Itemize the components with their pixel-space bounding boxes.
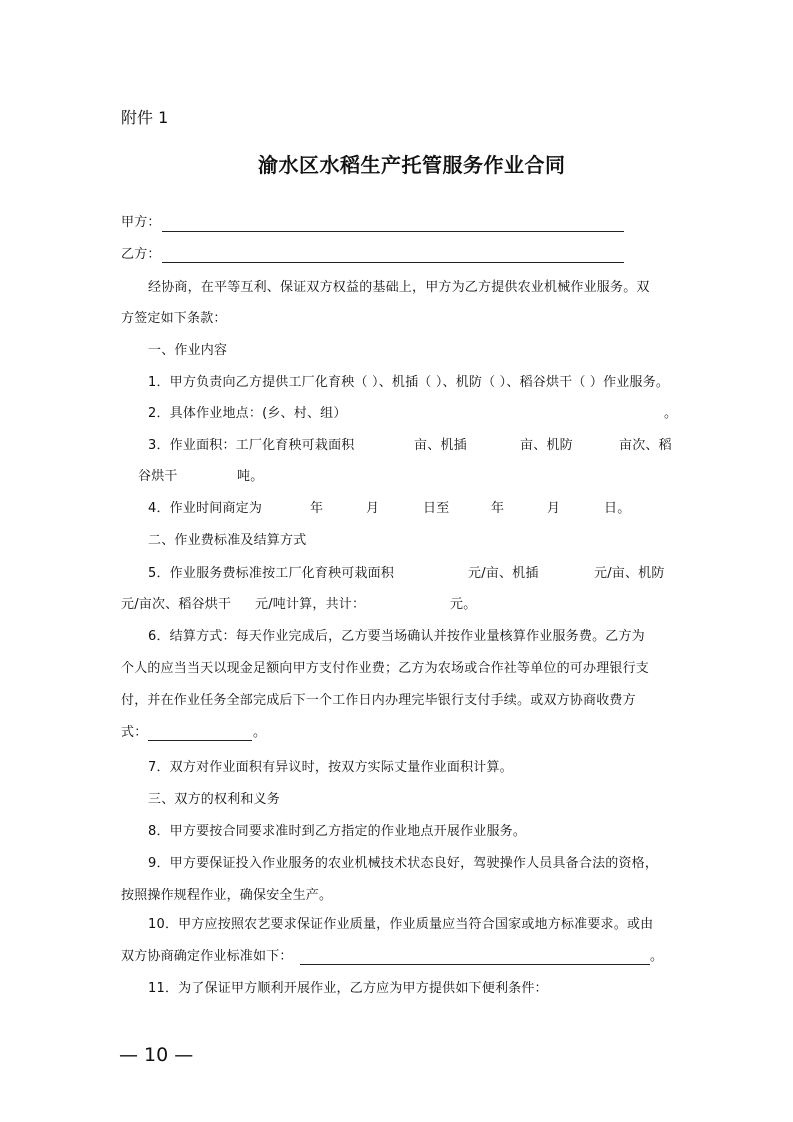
clause-4-year-1: 年 [310,501,324,516]
intro-line-1: 经协商，在平等互利、保证双方权益的基础上，甲方为乙方提供农业机械作业服务。双 [148,280,650,295]
clause-6-line-4-end: 。 [253,725,267,740]
clause-3-part-d: 亩次、稻 [619,438,672,453]
page-number: — 10 — [119,1044,194,1066]
clause-2-end: 。 [664,406,678,421]
clause-5-part-e: 元/吨计算，共计： [255,597,366,612]
clause-3-part-f: 吨。 [237,469,264,484]
party-a-blank-line[interactable] [162,231,624,232]
clause-1: 1．甲方负责向乙方提供工厂化育秧（ ）、机插（ ）、机防（ ）、稻谷烘干（ ）作业服务。 [148,375,670,390]
section-1-heading: 一、作业内容 [148,343,228,358]
clause-5-part-a: 5．作业服务费标准按工厂化育秧可栽面积 [148,566,395,581]
clause-10-line-1: 10．甲方应按照农艺要求保证作业质量，作业质量应当符合国家或地方标准要求。或由 [148,917,654,932]
section-3-heading: 三、双方的权利和义务 [148,792,281,807]
clause-3-part-e: 谷烘干 [138,469,178,484]
clause-3-part-c: 亩、机防 [520,438,573,453]
clause-8: 8．甲方要按合同要求准时到乙方指定的作业地点开展作业服务。 [148,824,527,839]
section-2-heading: 二、作业费标准及结算方式 [148,533,307,548]
clause-4-day-to: 日至 [423,501,450,516]
clause-6-line-1: 6．结算方式：每天作业完成后，乙方要当场确认并按作业量核算作业服务费。乙方为 [148,629,645,644]
clause-2-text: 2．具体作业地点：(乡、村、组） [148,406,347,421]
clause-10-line-2-label: 双方协商确定作业标准如下： [121,949,293,964]
clause-4-month-2: 月 [547,501,561,516]
clause-5-part-d: 元/亩次、稻谷烘干 [121,597,232,612]
clause-3-part-b: 亩、机插 [414,438,467,453]
clause-11: 11．为了保证甲方顺利开展作业，乙方应为甲方提供如下便利条件： [148,981,548,996]
clause-6-line-3: 付，并在作业任务全部完成后下一个工作日内办理完毕银行支付手续。或双方协商收费方 [121,693,636,708]
clause-4-month-1: 月 [366,501,380,516]
clause-5-part-c: 元/亩、机防 [594,566,665,581]
party-b-blank-line[interactable] [162,262,624,263]
clause-6-line-4-label: 式： [121,725,148,740]
document-title: 渝水区水稻生产托管服务作业合同 [258,153,566,177]
payment-method-blank-line[interactable] [148,740,252,741]
clause-5-part-b: 元/亩、机插 [468,566,539,581]
intro-line-2: 方签定如下条款： [121,311,227,326]
clause-7: 7．双方对作业面积有异议时，按双方实际丈量作业面积计算。 [148,760,513,775]
clause-4-part-a: 4．作业时间商定为 [148,501,263,516]
work-standard-blank-line[interactable] [300,964,650,965]
clause-10-line-2-end: 。 [650,949,664,964]
clause-5-part-f: 元。 [450,597,477,612]
attachment-label: 附件 1 [121,108,169,127]
clause-6-line-2: 个人的应当当天以现金足额向甲方支付作业费；乙方为农场或合作社等单位的可办理银行支 [121,661,650,676]
clause-4-year-2: 年 [491,501,505,516]
clause-4-day-end: 日。 [604,501,631,516]
clause-3-part-a: 3．作业面积：工厂化育秧可栽面积 [148,438,355,453]
party-a-label: 甲方： [121,215,161,230]
clause-9-line-1: 9．甲方要保证投入作业服务的农业机械技术状态良好，驾驶操作人员具备合法的资格， [148,856,659,871]
clause-9-line-2: 按照操作规程作业，确保安全生产。 [121,888,333,903]
party-b-label: 乙方： [121,247,161,262]
